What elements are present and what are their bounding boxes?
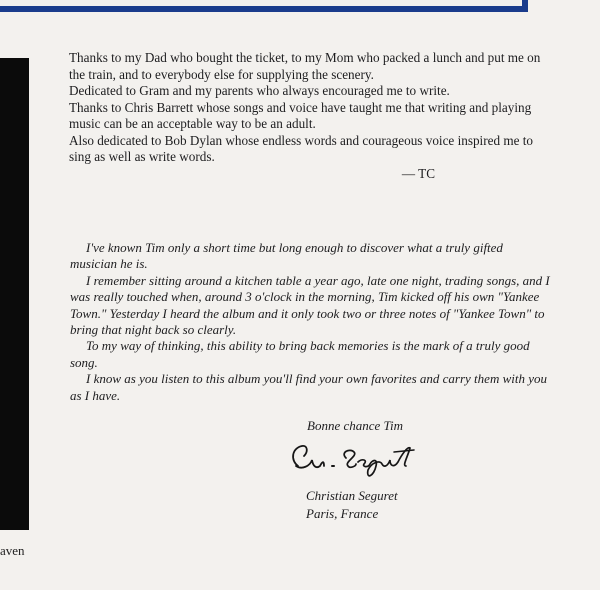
acknowledgement-line: Thanks to my Dad who bought the ticket, to my Mom who packed a lunch and put me on the train, and to everybody else for supplying the scenery. — [69, 50, 541, 82]
blue-frame-border — [0, 0, 528, 12]
foreword-paragraph: I've known Tim only a short time but long enough to discover what a truly gifted musician he is. — [70, 240, 503, 272]
foreword-paragraph: I remember sitting around a kitchen table a year ago, late one night, trading songs, and I was really touched when, around 3 o'clock in the morning, Tim kicked off his own "Yankee Town." Yesterday I heard the album and it only took two or three notes of "Yankee Town" to bring that night back so clearly. — [70, 272, 550, 338]
foreword-paragraph: I know as you listen to this album you'll find your own favorites and carry them with you as I have. — [70, 371, 547, 403]
acknowledgement-line: Dedicated to Gram and my parents who always encouraged me to write. — [69, 83, 450, 98]
signer-block — [306, 487, 398, 523]
foreword-paragraph: To my way of thinking, this ability to bring back memories is the mark of a truly good song. — [70, 338, 530, 370]
closing-line: Bonne chance Tim — [307, 418, 404, 433]
signer-location: Paris, France — [306, 506, 379, 521]
cropped-caption: aven — [0, 543, 25, 558]
acknowledgement-signoff: — TC — [401, 165, 435, 181]
signer-name: Christian Seguret — [306, 488, 398, 503]
acknowledgement-line: Also dedicated to Bob Dylan whose endless words and courageous voice inspired me to sing as well as write words. — [69, 132, 534, 164]
black-photo-panel — [0, 58, 29, 530]
handwritten-signature — [284, 436, 434, 484]
acknowledgements — [69, 50, 553, 182]
acknowledgement-line: Thanks to Chris Barrett whose songs and voice have taught me that writing and playing music can be an acceptable way to be an adult. — [69, 99, 532, 131]
foreword — [70, 240, 552, 404]
